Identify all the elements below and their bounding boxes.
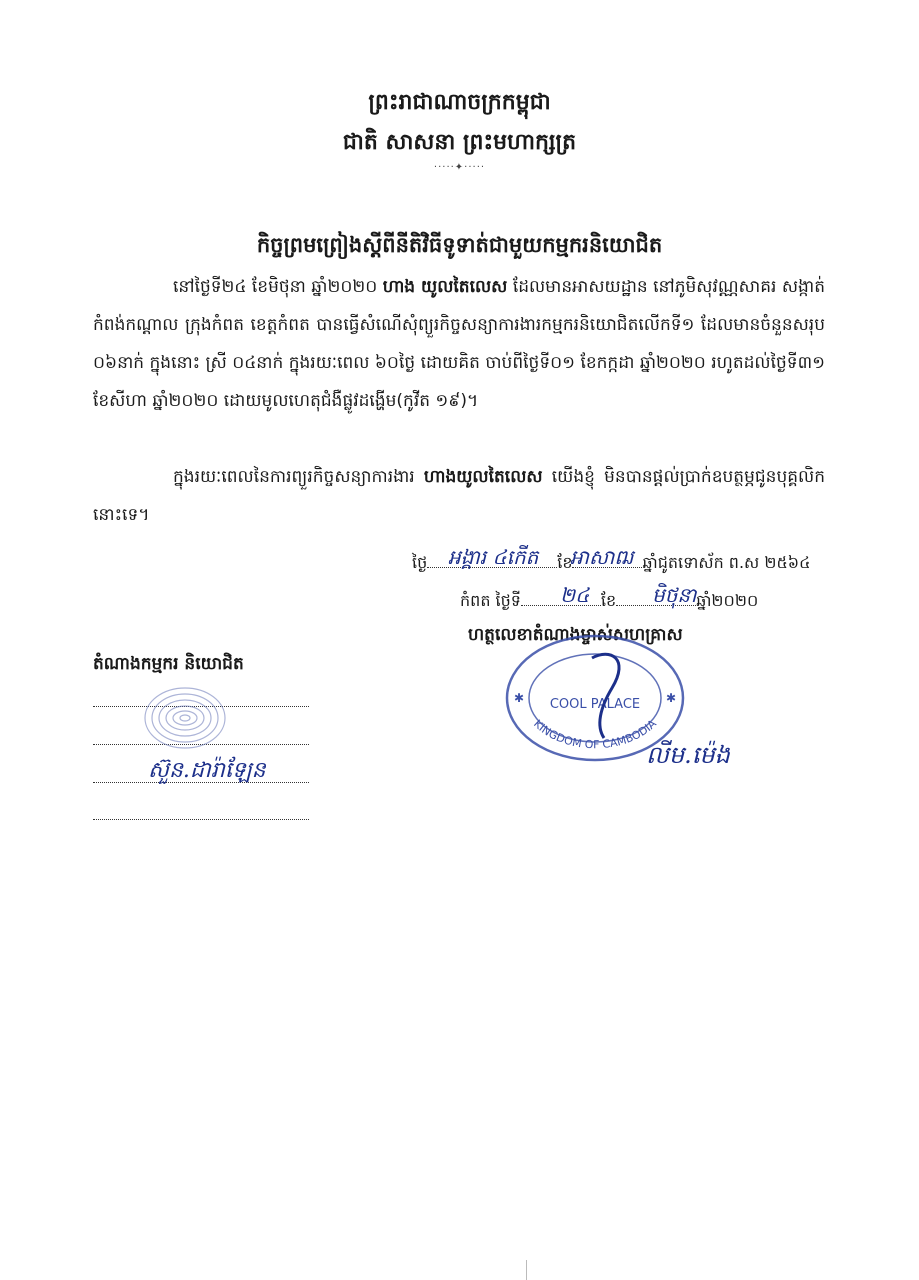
paragraph-2 (93, 458, 825, 534)
stamp-country-text: KINGDOM OF CAMBODIA (531, 717, 659, 752)
lunar-day-handwritten: អង្គារ ៤កើត (448, 545, 539, 569)
lunar-month-label: ខែ (557, 553, 573, 572)
owner-signature-name: លីម.ម៉េង (646, 741, 730, 769)
stamp-star-icon-left: ✱ (514, 691, 525, 705)
paragraph-2-intro: ក្នុងរយៈពេលនៃការព្យួរកិច្ចសន្យាការងារ (173, 467, 415, 487)
document-title: កិច្ចព្រមព្រៀងស្តីពីនីតិវិធីទូទាត់ជាមួយកម្មករនិយោជិត (256, 233, 663, 257)
kingdom-motto-line2: ជាតិ សាសនា ព្រះមហាក្សត្រ (342, 130, 577, 155)
paragraph-1-text: ដែលមានអាសយដ្ឋាន នៅភូមិសុវណ្ណសាគរ សង្កាត់កំពង់កណ្តាល ក្រុងកំពត ខេត្តកំពត បានធ្វើសំណើសុំព្យួរកិច្ចសន្យាការងារកម្មករនិយោជិតលើកទី១ ដែលមានចំនួនសរុប ០៦នាក់ ក្នុងនោះ ស្រី ០៤នាក់ ក្នុងរយៈពេល ៦០ថ្ងៃ ដោយគិត ចាប់ពីថ្ងៃទី០១ ខែកក្កដា ឆ្នាំ២០២០ រហូតដល់ថ្ងៃទី៣១ ខែសីហា ឆ្នាំ២០២០ ដោយមូលហេតុជំងឺផ្លូវដង្ហើម(កូវីត ១៩)។ (93, 277, 825, 411)
worker-representative-label: តំណាងកម្មករ និយោជិត (93, 654, 244, 674)
solar-date-line (460, 590, 758, 614)
solar-prefix: កំពត ថ្ងៃទី (460, 591, 521, 610)
paragraph-1 (93, 268, 825, 420)
owner-signature-label: ហត្ថលេខាតំណាងម្ចាស់សហគ្រាស (468, 625, 683, 645)
company-name-2: ហាងយូលតៃលេស (423, 467, 543, 487)
paragraph-2-text: យើងខ្ញុំ មិនបានផ្តល់ប្រាក់ឧបត្ថម្ភជូនបុគ្គលិកនោះទេ។ (93, 467, 825, 525)
solar-day-handwritten: ២៤ (560, 583, 590, 607)
solar-suffix: ឆ្នាំ២០២០ (696, 591, 759, 610)
lunar-suffix: ឆ្នាំជូតទោស័ក ព.ស ២៥៦៤ (642, 553, 811, 572)
lunar-prefix: ថ្ងៃ (412, 553, 428, 572)
paragraph-1-intro: នៅថ្ងៃទី២៤ ខែមិថុនា ឆ្នាំ២០២០ (173, 277, 378, 297)
lunar-month-handwritten: អាសាឍ (570, 545, 634, 569)
header-ornament: ·····✦····· (433, 162, 486, 173)
worker-signature-line-4 (93, 818, 309, 820)
company-name: ហាង យូលតៃលេស (382, 277, 508, 297)
stamp-name-text: COOL PALACE (549, 697, 641, 712)
stamp-star-icon-right: ✱ (666, 691, 677, 705)
solar-month-label: ខែ (600, 591, 617, 610)
worker-name-handwritten: ស៊ួន.ដារ៉ាឡែន (148, 758, 266, 783)
kingdom-motto-line1: ព្រះរាជាណាចក្រកម្ពុជា (368, 90, 551, 115)
solar-month-handwritten: មិថុនា (652, 583, 697, 607)
thumbprint-icon (140, 680, 230, 750)
page-fold-mark (526, 1260, 527, 1280)
